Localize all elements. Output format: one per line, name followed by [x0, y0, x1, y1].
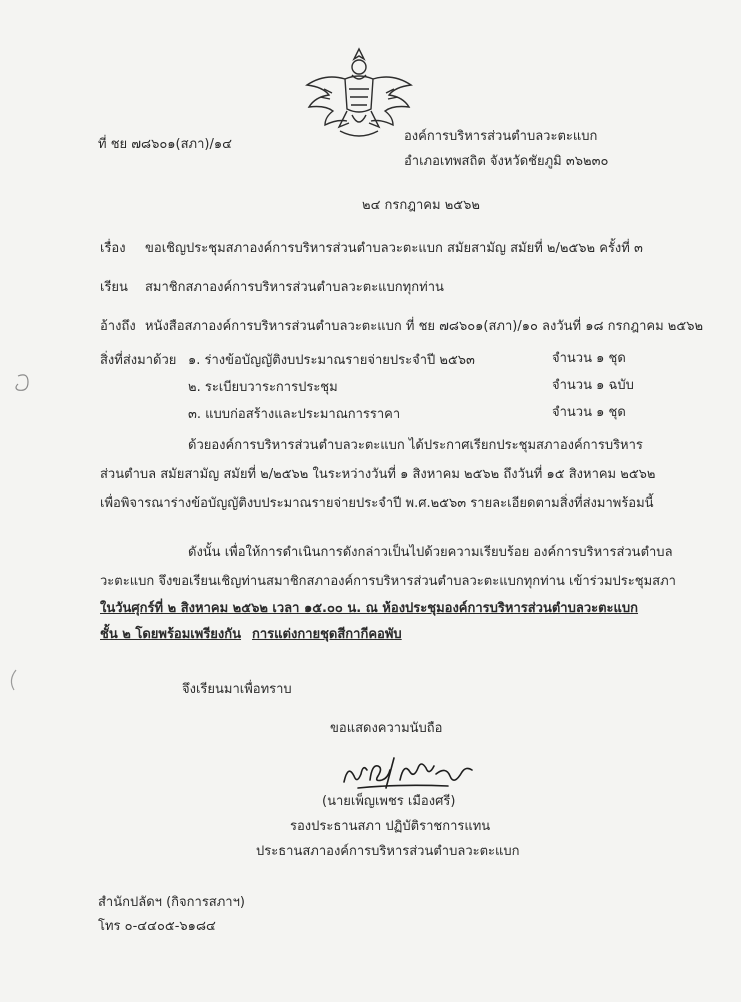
meeting-datetime-line: ในวันศุกร์ที่ ๒ สิงหาคม ๒๕๖๒ เวลา ๑๕.๐๐ น. ณ ห้องประชุมองค์การบริหารส่วนตำบลวะตะแบก	[100, 601, 639, 616]
enclosure-item: ๑. ร่างข้อบัญญัติงบประมาณรายจ่ายประจำปี ๒๕๖๓	[188, 353, 475, 368]
enclosures-label: สิ่งที่ส่งมาด้วย	[100, 353, 177, 368]
recipient-text: สมาชิกสภาองค์การบริหารส่วนตำบลวะตะแบกทุกท่าน	[145, 280, 444, 295]
enclosure-quantity: จำนวน ๑ ชุด	[552, 351, 626, 366]
phone-number: โทร ๐-๔๔๐๕-๖๑๘๔	[98, 919, 216, 934]
dress-code-note: การแต่งกายชุดสีกากีคอพับ	[252, 627, 402, 642]
closing-line: จึงเรียนมาเพื่อทราบ	[182, 682, 292, 697]
body-paragraph-line: ด้วยองค์การบริหารส่วนตำบลวะตะแบก ได้ประกาศเรียกประชุมสภาองค์การบริหาร	[188, 438, 643, 453]
signatory-position: รองประธานสภา ปฏิบัติราชการแทน	[290, 819, 491, 834]
garuda-emblem-icon	[300, 45, 418, 143]
enclosure-quantity: จำนวน ๑ ฉบับ	[552, 378, 634, 393]
letter-date: ๒๔ กรกฎาคม ๒๕๖๒	[362, 198, 480, 213]
reference-number: ที่ ชย ๗๘๖๐๑(สภา)/๑๔	[98, 137, 232, 152]
subject-label: เรื่อง	[100, 241, 126, 256]
organization-name: องค์การบริหารส่วนตำบลวะตะแบก	[404, 129, 598, 144]
handwritten-signature	[340, 752, 480, 794]
body-paragraph-line: ส่วนตำบล สมัยสามัญ สมัยที่ ๒/๒๕๖๒ ในระหว่างวันที่ ๑ สิงหาคม ๒๕๖๒ ถึงวันที่ ๑๕ สิงหาคม ๒๕๖๒	[100, 467, 656, 482]
signatory-name: (นายเพ็ญเพชร เมืองศรี)	[322, 794, 456, 809]
enclosure-item: ๒. ระเบียบวาระการประชุม	[188, 380, 338, 395]
recipient-label: เรียน	[100, 280, 128, 295]
margin-mark	[10, 368, 40, 398]
margin-mark	[4, 668, 24, 692]
regards-line: ขอแสดงความนับถือ	[330, 721, 443, 736]
meeting-attendance-note: ชั้น ๒ โดยพร้อมเพรียงกัน	[100, 627, 242, 642]
body-paragraph-line: เพื่อพิจารณาร่างข้อบัญญัติงบประมาณรายจ่ายประจำปี พ.ศ.๒๕๖๓ รายละเอียดตามสิ่งที่ส่งมาพร้อมนี้	[100, 496, 654, 511]
organization-address: อำเภอเทพสถิต จังหวัดชัยภูมิ ๓๖๒๓๐	[404, 154, 609, 169]
signatory-position: ประธานสภาองค์การบริหารส่วนตำบลวะตะแบก	[256, 844, 520, 859]
reference-text: หนังสือสภาองค์การบริหารส่วนตำบลวะตะแบก ที่ ชย ๗๘๖๐๑(สภา)/๑๐ ลงวันที่ ๑๘ กรกฎาคม ๒๕๖๒	[145, 319, 704, 334]
body-paragraph-line: วะตะแบก จึงขอเรียนเชิญท่านสมาชิกสภาองค์การบริหารส่วนตำบลวะตะแบกทุกท่าน เข้าร่วมประชุมสภา	[100, 574, 676, 589]
reference-label: อ้างถึง	[100, 319, 136, 334]
subject-text: ขอเชิญประชุมสภาองค์การบริหารส่วนตำบลวะตะแบก สมัยสามัญ สมัยที่ ๒/๒๕๖๒ ครั้งที่ ๓	[145, 241, 643, 256]
enclosure-item: ๓. แบบก่อสร้างและประมาณการราคา	[188, 407, 401, 422]
body-paragraph-line: ดังนั้น เพื่อให้การดำเนินการดังกล่าวเป็นไปด้วยความเรียบร้อย องค์การบริหารส่วนตำบล	[188, 545, 673, 560]
office-name: สำนักปลัดฯ (กิจการสภาฯ)	[98, 895, 245, 910]
enclosure-quantity: จำนวน ๑ ชุด	[552, 405, 626, 420]
